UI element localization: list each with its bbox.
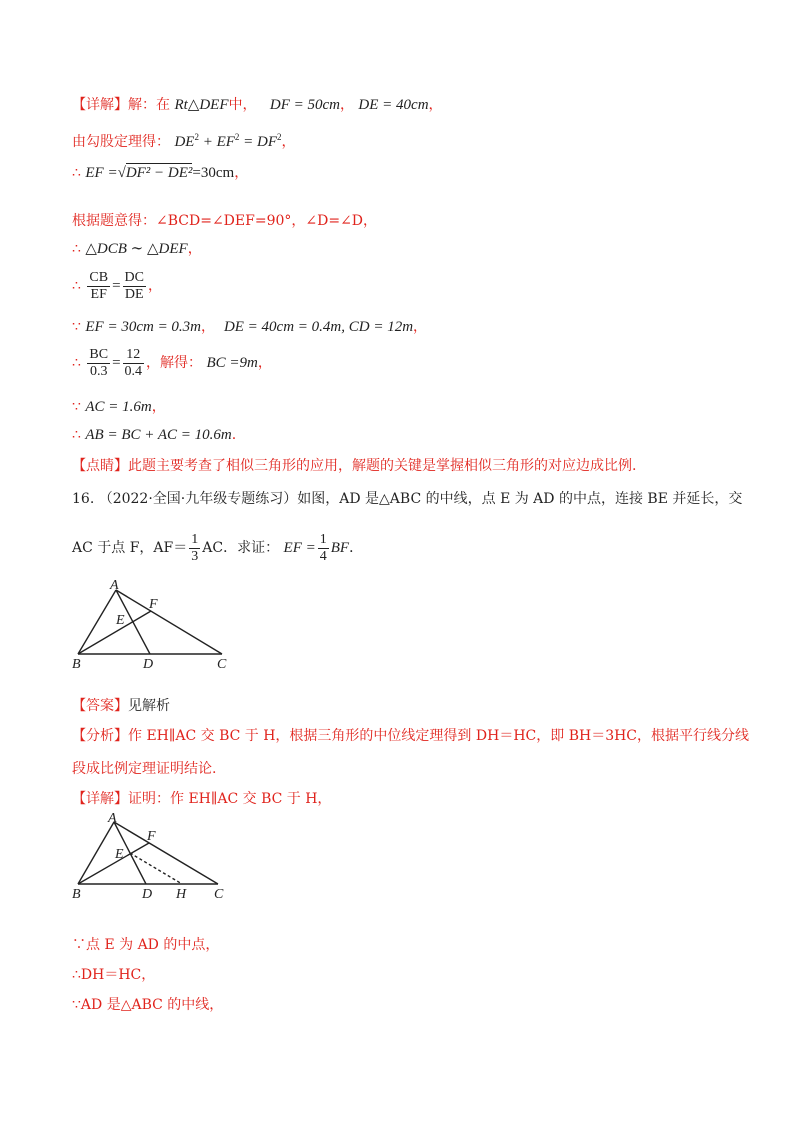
label-F: F xyxy=(149,597,158,612)
analysis-line-2: 段成比例定理证明结论. xyxy=(72,761,217,777)
seg-BF xyxy=(78,843,149,884)
problem-16-line-1: 16. （2022·全国·九年级专题练习）如图，AD 是△ABC 的中线，点 E 为 AD 的中点，连接 BE 并延长，交 xyxy=(72,491,743,507)
detail-line-8: ∴ $\frac{BC}{0.3}$ = $\frac{12}{0.4}$ ，解得： BC =9m， xyxy=(72,346,272,379)
seg-BF xyxy=(78,611,151,654)
detail-line-9: ∵ AC = 1.6m， xyxy=(72,399,166,415)
answer-line: 【答案】见解析 xyxy=(72,698,170,714)
proof-line-3: ∵AD 是△ABC 的中线， xyxy=(72,997,224,1013)
label-E: E xyxy=(116,613,125,628)
detail-line-5: ∴ △DCB ∼ △DEF， xyxy=(72,241,202,257)
label-A: A xyxy=(110,578,119,593)
label-C: C xyxy=(214,887,224,902)
label-A: A xyxy=(108,811,117,826)
seg-AB xyxy=(78,822,114,884)
proof-line-1: ∵点 E 为 AD 的中点， xyxy=(72,937,220,953)
detail-line-7: ∵ EF = 30cm = 0.3m， DE = 40cm = 0.4m, CD = 12m， xyxy=(72,319,428,335)
label-D: D xyxy=(143,657,154,672)
detail-line-2: 由勾股定理得： $DE^2 + EF^2 = DF^2$， xyxy=(72,132,296,150)
seg-AB xyxy=(78,590,116,654)
problem-16-line-2: AC 于点 F，AF＝ $\frac{1}{3}$ AC．求证： EF = $\frac{1}{4}$ BF． xyxy=(72,531,364,564)
label-D: D xyxy=(142,887,153,902)
label-C: C xyxy=(217,657,227,672)
label-F: F xyxy=(147,829,156,844)
detail-line-6: ∴ $\frac{CB}{EF}$ = $\frac{DC}{DE}$ ， xyxy=(72,269,162,302)
key-point: 【点睛】此题主要考查了相似三角形的应用，解题的关键是掌握相似三角形的对应边成比例. xyxy=(72,458,637,474)
label-H: H xyxy=(176,887,187,902)
triangle-figure-1 xyxy=(60,576,250,672)
label-E: E xyxy=(115,847,124,862)
label-B: B xyxy=(72,657,81,672)
proof-line-2: ∴DH＝HC， xyxy=(72,967,156,983)
detail-line-4: 根据题意得：∠BCD=∠DEF=90°，∠D=∠D， xyxy=(72,213,378,229)
analysis-line-1: 【分析】作 EH∥AC 交 BC 于 H，根据三角形的中位线定理得到 DH＝HC，即 BH＝3HC，根据平行线分线 xyxy=(72,728,750,744)
triangle-figure-2 xyxy=(60,810,250,906)
detail-line-10: ∴ AB = BC + AC = 10.6m. xyxy=(72,427,237,443)
detail-heading: 【详解】证明：作 EH∥AC 交 BC 于 H， xyxy=(72,791,332,807)
detail-line-3: ∴ EF =√DF² − DE²=30cm， xyxy=(72,165,249,181)
detail-line-1: 【详解】解：在 Rt△DEF中， DF = 50cm， DE = 40cm， xyxy=(72,97,443,113)
label-B: B xyxy=(72,887,81,902)
